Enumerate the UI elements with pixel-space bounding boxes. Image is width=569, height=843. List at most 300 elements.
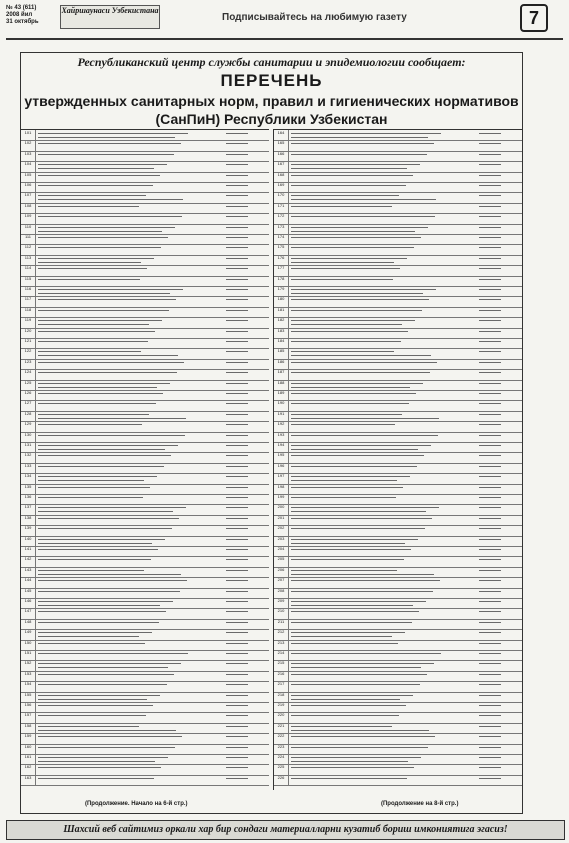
row-text <box>38 591 180 592</box>
row-text <box>291 175 413 176</box>
row-number: 118 <box>21 307 36 317</box>
row-text <box>291 168 407 169</box>
row-text <box>38 403 156 404</box>
row-text <box>291 310 422 311</box>
row-code <box>479 175 501 176</box>
row-text <box>38 299 176 300</box>
row-number: 141 <box>21 546 36 556</box>
row-number: 218 <box>274 692 289 702</box>
row-code <box>479 268 501 269</box>
row-number: 131 <box>21 442 36 452</box>
row-text <box>291 543 405 544</box>
row-number: 217 <box>274 681 289 691</box>
row-text <box>291 726 392 727</box>
row-text <box>38 476 157 477</box>
row-code <box>226 227 248 228</box>
row-text <box>38 231 162 232</box>
row-number: 199 <box>274 494 289 504</box>
row-text <box>291 362 437 363</box>
row-text <box>38 247 161 248</box>
row-number: 204 <box>274 546 289 556</box>
row-text <box>38 414 149 415</box>
row-text <box>38 216 182 217</box>
row-number: 157 <box>21 712 36 722</box>
row-code <box>479 133 501 134</box>
row-text <box>38 237 168 238</box>
row-text <box>291 331 408 332</box>
row-number: 139 <box>21 525 36 535</box>
row-text <box>38 143 181 144</box>
row-text <box>38 674 174 675</box>
page-number: 7 <box>520 4 548 32</box>
row-text <box>291 559 404 560</box>
row-number: 179 <box>274 286 289 296</box>
row-number: 171 <box>274 203 289 213</box>
row-number: 176 <box>274 255 289 265</box>
row-text <box>38 383 170 384</box>
row-number: 120 <box>21 328 36 338</box>
row-text <box>291 667 421 668</box>
right-table-column <box>273 129 522 790</box>
row-text <box>291 715 399 716</box>
row-number: 108 <box>21 203 36 213</box>
row-number: 194 <box>274 442 289 452</box>
row-code <box>479 601 501 602</box>
row-text <box>291 539 418 540</box>
row-text <box>291 684 420 685</box>
row-code <box>226 206 248 207</box>
row-number: 122 <box>21 348 36 358</box>
row-code <box>479 487 501 488</box>
row-text <box>38 185 153 186</box>
row-number: 197 <box>274 473 289 483</box>
row-text <box>291 293 423 294</box>
row-number: 116 <box>21 286 36 296</box>
row-code <box>226 476 248 477</box>
row-text <box>291 476 410 477</box>
row-code <box>479 726 501 727</box>
row-code <box>479 591 501 592</box>
row-text <box>291 299 429 300</box>
row-number: 137 <box>21 504 36 514</box>
row-number: 117 <box>21 296 36 306</box>
row-text <box>38 605 160 606</box>
row-text <box>38 355 178 356</box>
row-number: 209 <box>274 598 289 608</box>
row-text <box>291 455 424 456</box>
row-number: 114 <box>21 265 36 275</box>
row-text <box>38 351 141 352</box>
row-number: 226 <box>274 775 289 785</box>
row-number: 136 <box>21 494 36 504</box>
row-code <box>479 164 501 165</box>
row-code <box>226 143 248 144</box>
row-number: 158 <box>21 723 36 733</box>
row-code <box>226 695 248 696</box>
row-number: 174 <box>274 234 289 244</box>
table-row <box>274 775 522 786</box>
row-number: 142 <box>21 556 36 566</box>
row-number: 147 <box>21 608 36 618</box>
row-number: 127 <box>21 400 36 410</box>
row-text <box>291 258 407 259</box>
row-text <box>38 518 179 519</box>
row-text <box>38 175 160 176</box>
row-number: 128 <box>21 411 36 421</box>
row-code <box>479 757 501 758</box>
row-code <box>226 497 248 498</box>
row-text <box>38 497 143 498</box>
row-number: 221 <box>274 723 289 733</box>
row-number: 135 <box>21 484 36 494</box>
row-code <box>226 580 248 581</box>
row-number: 169 <box>274 182 289 192</box>
continuation-right: (Продолжение на 8-й стр.) <box>381 801 459 807</box>
row-text <box>38 736 182 737</box>
row-number: 104 <box>21 161 36 171</box>
row-number: 220 <box>274 712 289 722</box>
row-text <box>291 699 400 700</box>
row-number: 111 <box>21 234 36 244</box>
row-number: 180 <box>274 296 289 306</box>
row-text <box>291 674 427 675</box>
row-number: 222 <box>274 733 289 743</box>
organization-line: Республиканский центр службы санитарии и эпидемиологии сообщает: <box>77 55 466 69</box>
row-number: 152 <box>21 660 36 670</box>
row-text <box>291 549 411 550</box>
row-text <box>291 324 402 325</box>
row-code <box>226 351 248 352</box>
row-number: 193 <box>274 432 289 442</box>
row-code <box>479 747 501 748</box>
row-text <box>291 164 420 165</box>
row-text <box>38 133 188 134</box>
row-code <box>226 403 248 404</box>
row-number: 153 <box>21 671 36 681</box>
row-number: 163 <box>21 775 36 785</box>
row-number: 201 <box>274 515 289 525</box>
row-text <box>291 268 400 269</box>
row-number: 205 <box>274 556 289 566</box>
row-text <box>291 185 406 186</box>
document-frame <box>20 52 523 814</box>
row-code <box>226 726 248 727</box>
row-code <box>479 507 501 508</box>
row-text <box>291 622 412 623</box>
row-code <box>479 476 501 477</box>
row-text <box>291 730 429 731</box>
row-code <box>479 258 501 259</box>
row-text <box>38 580 187 581</box>
footer-banner: Шахсий веб сайтимиз оркали хар бир сондаги материалларни кузатиб бориш имкониятига эгасиз! <box>6 820 565 840</box>
row-text <box>291 767 414 768</box>
header-divider <box>6 38 563 40</box>
row-code <box>226 715 248 716</box>
row-code <box>479 736 501 737</box>
row-text <box>38 699 147 700</box>
row-number: 162 <box>21 764 36 774</box>
row-code <box>226 767 248 768</box>
row-number: 102 <box>21 140 36 150</box>
row-text <box>38 559 151 560</box>
row-number: 133 <box>21 463 36 473</box>
row-code <box>226 622 248 623</box>
row-number: 140 <box>21 536 36 546</box>
row-text <box>38 206 139 207</box>
row-text <box>291 216 435 217</box>
row-text <box>38 372 177 373</box>
row-code <box>479 331 501 332</box>
table-row <box>21 775 269 786</box>
row-code <box>226 705 248 706</box>
row-text <box>38 387 157 388</box>
row-code <box>226 507 248 508</box>
row-text <box>38 761 155 762</box>
row-text <box>38 705 153 706</box>
row-code <box>479 632 501 633</box>
row-text <box>291 435 438 436</box>
row-code <box>226 466 248 467</box>
row-number: 109 <box>21 213 36 223</box>
row-text <box>291 414 402 415</box>
row-text <box>291 143 434 144</box>
newspaper-logo: Хайршаунаси Узбекистана <box>60 5 160 29</box>
row-number: 103 <box>21 151 36 161</box>
row-number: 124 <box>21 369 36 379</box>
row-text <box>291 418 439 419</box>
row-text <box>291 424 395 425</box>
row-number: 119 <box>21 317 36 327</box>
row-number: 166 <box>274 151 289 161</box>
row-code <box>479 195 501 196</box>
row-number: 126 <box>21 390 36 400</box>
row-code <box>479 279 501 280</box>
row-text <box>38 730 176 731</box>
row-text <box>291 574 434 575</box>
row-number: 175 <box>274 244 289 254</box>
row-text <box>291 355 431 356</box>
row-text <box>291 663 434 664</box>
row-text <box>38 455 171 456</box>
row-text <box>291 653 441 654</box>
row-number: 168 <box>274 172 289 182</box>
row-text <box>38 262 141 263</box>
row-number: 200 <box>274 504 289 514</box>
row-number: 219 <box>274 702 289 712</box>
row-number: 203 <box>274 536 289 546</box>
row-code <box>226 383 248 384</box>
row-number: 115 <box>21 276 36 286</box>
row-code <box>479 445 501 446</box>
row-number: 211 <box>274 619 289 629</box>
row-text <box>38 341 148 342</box>
row-number: 105 <box>21 172 36 182</box>
row-number: 112 <box>21 244 36 254</box>
row-text <box>291 528 425 529</box>
row-text <box>38 695 160 696</box>
row-code <box>479 580 501 581</box>
row-number: 167 <box>274 161 289 171</box>
row-text <box>291 778 407 779</box>
row-number: 121 <box>21 338 36 348</box>
row-text <box>38 511 173 512</box>
row-number: 144 <box>21 577 36 587</box>
row-number: 213 <box>274 640 289 650</box>
row-code <box>226 611 248 612</box>
row-code <box>479 705 501 706</box>
row-number: 188 <box>274 380 289 390</box>
issue-date: 31 октябрь <box>6 19 39 25</box>
row-text <box>38 778 154 779</box>
row-text <box>291 611 419 612</box>
row-text <box>291 133 441 134</box>
continuation-left: (Продолжение. Начало на 6-й стр.) <box>85 801 188 807</box>
row-number: 192 <box>274 421 289 431</box>
row-text <box>38 487 150 488</box>
row-number: 132 <box>21 452 36 462</box>
row-number: 223 <box>274 744 289 754</box>
row-code <box>226 445 248 446</box>
row-number: 160 <box>21 744 36 754</box>
row-text <box>38 227 175 228</box>
row-text <box>291 231 415 232</box>
row-code <box>479 643 501 644</box>
row-code <box>479 362 501 363</box>
row-code <box>226 643 248 644</box>
row-code <box>226 320 248 321</box>
document-subtitle-2: (СанПиН) Республики Узбекистан <box>155 111 388 127</box>
row-code <box>479 237 501 238</box>
row-text <box>291 154 427 155</box>
row-code <box>226 757 248 758</box>
row-text <box>38 393 163 394</box>
row-text <box>291 227 428 228</box>
left-table-column <box>21 129 269 790</box>
row-text <box>291 279 393 280</box>
row-text <box>291 262 394 263</box>
row-text <box>38 601 173 602</box>
row-code <box>226 154 248 155</box>
row-text <box>291 237 421 238</box>
row-number: 125 <box>21 380 36 390</box>
row-code <box>226 736 248 737</box>
row-number: 182 <box>274 317 289 327</box>
row-code <box>226 216 248 217</box>
row-number: 146 <box>21 598 36 608</box>
row-number: 202 <box>274 525 289 535</box>
row-code <box>226 653 248 654</box>
row-text <box>291 480 397 481</box>
row-code <box>479 320 501 321</box>
row-number: 183 <box>274 328 289 338</box>
issue-number: № 43 (611) <box>6 5 37 11</box>
row-code <box>226 747 248 748</box>
row-text <box>38 480 144 481</box>
row-code <box>479 767 501 768</box>
row-number: 206 <box>274 567 289 577</box>
row-text <box>38 293 170 294</box>
row-text <box>38 362 184 363</box>
issue-info <box>6 5 39 26</box>
row-text <box>291 387 410 388</box>
row-text <box>38 715 146 716</box>
row-code <box>479 372 501 373</box>
row-text <box>38 137 175 138</box>
row-text <box>291 445 431 446</box>
row-code <box>479 663 501 664</box>
row-text <box>38 199 183 200</box>
row-text <box>38 622 159 623</box>
row-number: 138 <box>21 515 36 525</box>
row-code <box>479 289 501 290</box>
row-text <box>291 466 417 467</box>
row-code <box>479 653 501 654</box>
row-code <box>479 570 501 571</box>
row-number: 190 <box>274 400 289 410</box>
row-code <box>226 310 248 311</box>
row-code <box>226 362 248 363</box>
row-text <box>38 268 147 269</box>
row-number: 178 <box>274 276 289 286</box>
row-text <box>38 726 139 727</box>
row-code <box>479 559 501 560</box>
row-text <box>38 747 175 748</box>
row-code <box>226 539 248 540</box>
row-number: 184 <box>274 338 289 348</box>
row-text <box>38 289 183 290</box>
row-code <box>479 424 501 425</box>
row-number: 165 <box>274 140 289 150</box>
row-number: 151 <box>21 650 36 660</box>
row-text <box>291 511 426 512</box>
row-text <box>38 767 161 768</box>
row-code <box>226 268 248 269</box>
row-number: 161 <box>21 754 36 764</box>
row-number: 185 <box>274 348 289 358</box>
row-text <box>291 403 409 404</box>
row-text <box>38 632 152 633</box>
row-code <box>226 247 248 248</box>
document-title: ПЕРЕЧЕНЬ <box>220 71 323 90</box>
row-code <box>479 247 501 248</box>
row-text <box>38 449 165 450</box>
row-code <box>226 237 248 238</box>
row-text <box>38 445 178 446</box>
row-text <box>38 195 146 196</box>
row-number: 164 <box>274 130 289 140</box>
row-code <box>226 331 248 332</box>
row-code <box>226 164 248 165</box>
row-code <box>226 632 248 633</box>
row-text <box>38 684 167 685</box>
row-text <box>291 351 394 352</box>
row-text <box>38 528 172 529</box>
row-code <box>226 487 248 488</box>
row-code <box>479 539 501 540</box>
document-subtitle-1: утвержденных санитарных норм, правил и гигиенических нормативов <box>24 93 519 109</box>
row-number: 154 <box>21 681 36 691</box>
row-text <box>38 279 140 280</box>
row-number: 224 <box>274 754 289 764</box>
row-text <box>38 418 186 419</box>
row-code <box>479 393 501 394</box>
row-text <box>38 168 154 169</box>
row-text <box>291 757 421 758</box>
row-text <box>291 605 413 606</box>
row-text <box>38 320 162 321</box>
row-text <box>291 372 430 373</box>
row-text <box>291 247 414 248</box>
